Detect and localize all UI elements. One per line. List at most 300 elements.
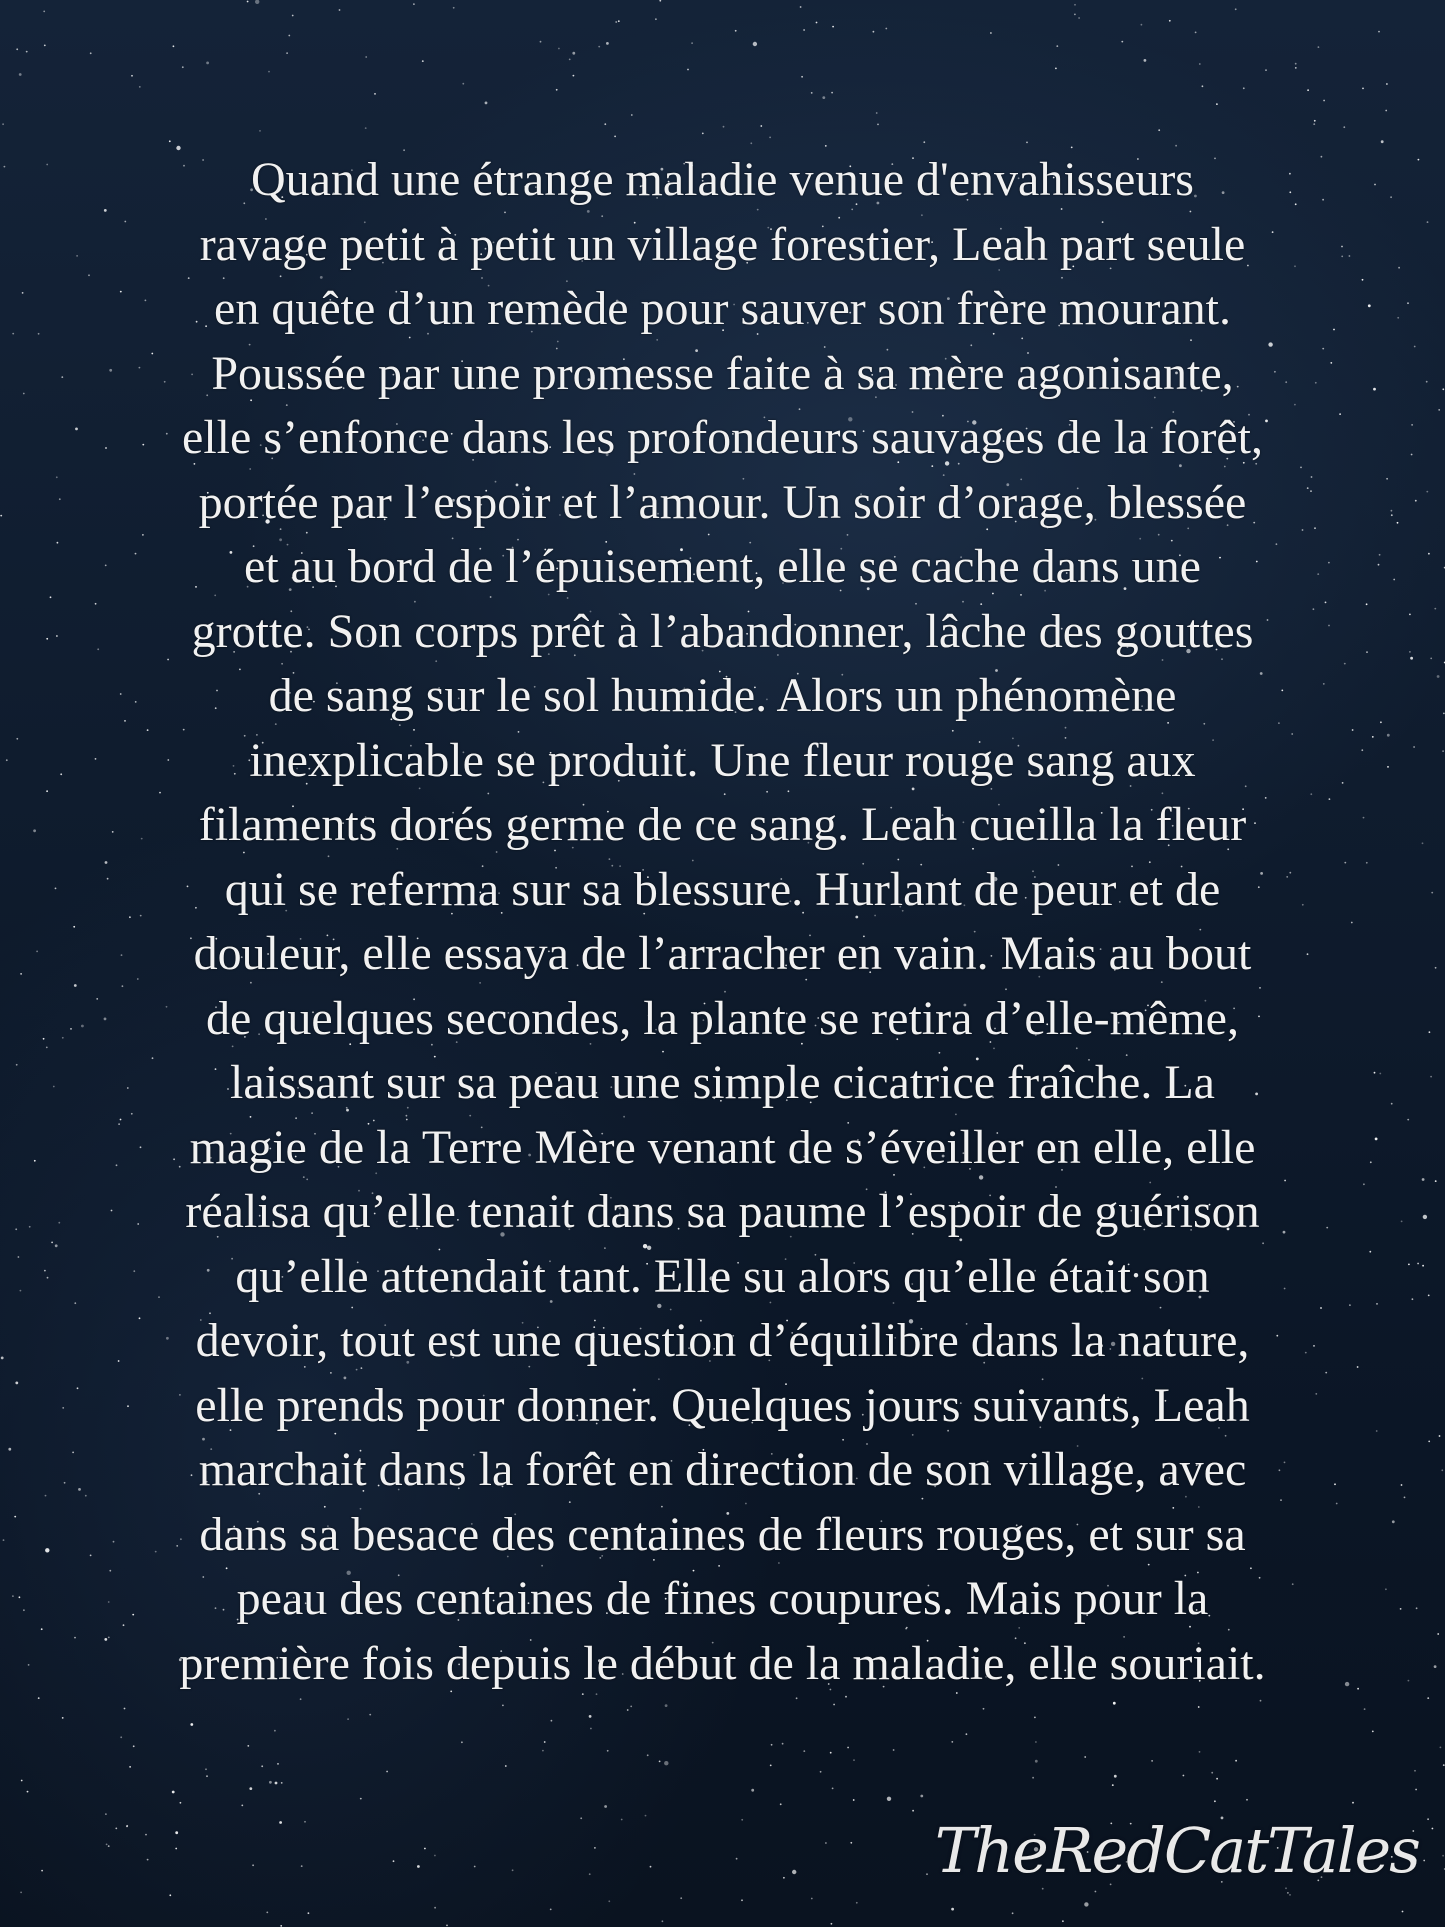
star [1428, 553, 1430, 555]
star [1121, 41, 1123, 43]
star [990, 32, 992, 34]
star [115, 1828, 117, 1830]
star [46, 164, 48, 166]
star [16, 48, 18, 50]
star [1411, 424, 1413, 426]
star [50, 596, 52, 598]
story-line: Quand une étrange maladie venue d'envahisseurs [251, 153, 1194, 206]
star [589, 1715, 592, 1718]
star [44, 45, 46, 47]
star [172, 1791, 175, 1794]
star [126, 1826, 128, 1828]
star [90, 52, 92, 54]
story-line: marchait dans la forêt en direction de son village, avec [198, 1443, 1247, 1496]
star [1243, 87, 1245, 89]
star [1084, 1756, 1086, 1758]
star [41, 1628, 43, 1630]
star [607, 1750, 609, 1752]
star [1434, 1665, 1437, 1668]
star [604, 123, 606, 125]
story-line: ravage petit à petit un village forestier, Leah part seule [199, 217, 1246, 271]
star [1402, 1911, 1404, 1913]
star [1397, 522, 1399, 524]
star [540, 41, 542, 43]
star [38, 1697, 40, 1699]
star [770, 1765, 772, 1767]
star [46, 790, 48, 792]
star [0, 515, 2, 517]
star [659, 0, 661, 2]
star [386, 1771, 388, 1773]
star [621, 1819, 623, 1821]
star [347, 1718, 349, 1720]
star [1151, 1760, 1153, 1762]
star [1435, 1180, 1437, 1182]
star [1422, 1265, 1424, 1267]
star [190, 1723, 193, 1726]
star [647, 1754, 649, 1756]
star [1441, 1469, 1443, 1471]
star [741, 1899, 743, 1901]
star [3, 1539, 5, 1541]
star [1289, 1894, 1291, 1896]
star [57, 542, 59, 544]
star [1202, 85, 1204, 87]
star [417, 1865, 420, 1868]
star [1074, 14, 1076, 16]
star [1427, 221, 1429, 223]
star [1414, 1770, 1416, 1772]
star [741, 1819, 743, 1821]
star [20, 1290, 22, 1292]
story-line: grotte. Son corps prêt à l’abandonner, lâche des gouttes [191, 604, 1254, 658]
star [1235, 8, 1237, 10]
star [422, 60, 424, 62]
star [803, 29, 805, 31]
star [598, 46, 600, 48]
star [22, 292, 24, 294]
star [120, 1736, 122, 1738]
star [1074, 4, 1076, 6]
star [589, 1873, 591, 1875]
star [1390, 196, 1392, 198]
star [614, 136, 616, 138]
star [268, 71, 270, 73]
story-line: qu’elle attendait tant. Elle su alors qu’elle était son [235, 1249, 1210, 1303]
star [145, 1834, 147, 1836]
star [369, 1714, 371, 1716]
star [43, 11, 45, 13]
star [14, 1516, 16, 1518]
star [1381, 140, 1384, 143]
star [1391, 1103, 1393, 1105]
star [147, 1859, 149, 1861]
star [1442, 388, 1444, 390]
star [279, 1821, 282, 1824]
star [34, 1160, 36, 1162]
star [43, 1038, 45, 1040]
star [1392, 1520, 1395, 1523]
star [360, 1798, 362, 1800]
star [1400, 1608, 1402, 1610]
star [1195, 32, 1197, 34]
star [551, 1720, 553, 1722]
star [1412, 1298, 1414, 1300]
star [29, 1226, 31, 1228]
star [44, 1270, 46, 1272]
star [1318, 46, 1320, 48]
star [46, 1047, 48, 1049]
star [1404, 1497, 1406, 1499]
star [512, 1869, 514, 1871]
star [26, 51, 28, 53]
star [853, 1759, 855, 1761]
star [46, 638, 48, 640]
star [1385, 110, 1387, 112]
star [1442, 1855, 1444, 1857]
star [1211, 1772, 1213, 1774]
story-line: filaments dorés germe de ce sang. Leah cueilla la fleur [198, 798, 1247, 851]
star [811, 92, 813, 94]
story-line: dans sa besace des centaines de fleurs rouges, et sur sa [199, 1507, 1246, 1561]
star [365, 127, 367, 129]
star [1, 1357, 4, 1360]
star [241, 1805, 243, 1807]
star [1415, 500, 1417, 502]
story-line: qui se referma sur sa blessure. Hurlant de peur et de [224, 862, 1221, 916]
star [1032, 1777, 1034, 1779]
star [55, 1244, 58, 1247]
star [16, 1064, 18, 1066]
star [169, 140, 171, 142]
star [736, 1858, 738, 1860]
star [505, 1765, 507, 1767]
story-line: et au bord de l’épuisement, elle se cache dans une [244, 540, 1201, 593]
star [6, 759, 8, 761]
star [21, 1780, 23, 1782]
star [618, 20, 620, 22]
star [831, 92, 833, 94]
star [1385, 1588, 1387, 1590]
story-line: première fois depuis le début de la maladie, elle souriait. [179, 1636, 1266, 1690]
star [274, 1730, 276, 1732]
star [1426, 491, 1428, 493]
star [877, 124, 879, 126]
star [1423, 1860, 1425, 1862]
star [558, 48, 560, 50]
story-line: portée par l’espoir et l’amour. Un soir d’orage, blessée [198, 475, 1247, 529]
star [169, 1894, 171, 1896]
star [569, 59, 571, 61]
star [45, 1548, 49, 1552]
star [300, 1698, 302, 1700]
star [12, 333, 14, 335]
star [308, 1912, 310, 1914]
star [124, 1708, 126, 1710]
star [182, 66, 184, 68]
star [885, 28, 887, 30]
star [650, 1866, 652, 1868]
star [1034, 1717, 1036, 1719]
star [1427, 1818, 1429, 1820]
star [923, 141, 925, 143]
star [1437, 675, 1440, 678]
star [1411, 454, 1413, 456]
star [573, 75, 575, 77]
star [8, 1448, 11, 1451]
star [1393, 579, 1395, 581]
star [542, 1750, 544, 1752]
star [1314, 120, 1316, 122]
star [594, 1847, 596, 1849]
star [1422, 1178, 1425, 1181]
star [41, 1870, 43, 1872]
story-line: elle s’enfonce dans les profondeurs sauvages de la forêt, [182, 411, 1263, 464]
star [833, 1704, 835, 1706]
star [173, 45, 175, 47]
star [893, 1749, 895, 1751]
star [1214, 1800, 1216, 1802]
star [255, 0, 259, 4]
star [502, 1705, 504, 1707]
star [1265, 69, 1267, 71]
star [106, 1844, 108, 1846]
star [1391, 514, 1393, 516]
star [19, 1596, 21, 1598]
star [1423, 1215, 1427, 1219]
star [1114, 1775, 1117, 1778]
star [286, 52, 288, 54]
star [1386, 83, 1388, 85]
story-line: en quête d’un remède pour sauver son frère mourant. [214, 282, 1231, 335]
star [446, 1925, 448, 1927]
star [876, 112, 878, 114]
star [847, 1747, 849, 1749]
star [1418, 159, 1420, 161]
star [301, 1865, 303, 1867]
star [662, 1920, 664, 1922]
star [1440, 1747, 1442, 1749]
star [822, 96, 825, 99]
star [800, 6, 802, 8]
star [665, 1704, 668, 1707]
star [15, 1382, 18, 1385]
star [485, 102, 488, 105]
star [1112, 1784, 1114, 1786]
star [434, 1855, 436, 1857]
star [1343, 126, 1345, 128]
star [23, 1609, 25, 1611]
star [792, 1870, 796, 1874]
star [966, 1733, 968, 1735]
star [580, 1817, 582, 1819]
star [292, 15, 294, 17]
story-line: peau des centaines de fines coupures. Mais pour la [236, 1572, 1209, 1625]
star [45, 1495, 47, 1497]
star [1422, 842, 1424, 844]
star [951, 1741, 953, 1743]
star [850, 1842, 852, 1844]
star [1012, 1912, 1014, 1914]
star [33, 829, 36, 832]
star [1183, 1775, 1185, 1777]
star [1313, 123, 1315, 125]
star [1246, 1799, 1248, 1801]
star [1295, 67, 1297, 69]
star [1198, 1706, 1200, 1708]
star [1113, 1702, 1116, 1705]
star [205, 1768, 207, 1770]
star [1323, 100, 1325, 102]
star [887, 1797, 891, 1801]
star [873, 31, 875, 33]
star [247, 1, 249, 3]
star [28, 1664, 30, 1666]
star [1417, 1263, 1419, 1265]
star [1401, 1484, 1403, 1486]
star [631, 114, 633, 116]
star [393, 1860, 395, 1862]
star [16, 738, 18, 740]
star [1169, 20, 1171, 22]
star [556, 89, 558, 91]
star [1407, 302, 1409, 304]
star [1216, 1778, 1218, 1780]
star [269, 1781, 272, 1784]
star [20, 1892, 22, 1894]
star [27, 1791, 29, 1793]
story-line: réalisa qu’elle tenait dans sa paume l’espoir de guérison [185, 1185, 1260, 1238]
star [664, 1761, 668, 1765]
star [1078, 17, 1080, 19]
star [723, 126, 725, 128]
star [1307, 89, 1309, 91]
star [434, 1907, 436, 1909]
star [811, 1898, 813, 1900]
star [1432, 1828, 1434, 1830]
star [1295, 63, 1297, 65]
star [1378, 31, 1380, 33]
star [1426, 381, 1428, 383]
star [550, 1909, 552, 1911]
star [1437, 1633, 1439, 1635]
star [281, 1782, 283, 1784]
star [1430, 1076, 1432, 1078]
star [339, 9, 341, 11]
star [139, 86, 141, 88]
star [680, 1897, 682, 1899]
star [129, 1766, 131, 1768]
star [1413, 746, 1415, 748]
star [453, 7, 455, 9]
star [771, 1744, 773, 1746]
star [760, 125, 762, 127]
star [1062, 1920, 1064, 1922]
star [1401, 1221, 1403, 1223]
star [1387, 766, 1389, 768]
star [288, 35, 290, 37]
star [1443, 1764, 1445, 1766]
story-line: de sang sur le sol humide. Alors un phénomène [268, 669, 1177, 722]
star [1434, 608, 1436, 610]
star [753, 42, 757, 46]
star [1428, 1295, 1430, 1297]
star [20, 973, 22, 975]
star [1430, 658, 1432, 660]
star [856, 1902, 858, 1904]
star [750, 142, 752, 144]
star [1095, 1891, 1097, 1893]
star [424, 1848, 426, 1850]
star [853, 1799, 855, 1801]
star [655, 18, 657, 20]
star [1260, 1700, 1262, 1702]
star [1141, 24, 1143, 26]
star [1199, 63, 1201, 65]
star [23, 393, 25, 395]
star [1386, 478, 1388, 480]
star [277, 1763, 279, 1765]
star [832, 26, 834, 28]
star [1287, 1892, 1289, 1894]
star [1026, 142, 1028, 144]
star [1398, 267, 1400, 269]
star [1439, 1435, 1441, 1437]
star [51, 1242, 53, 1244]
star [1431, 892, 1433, 894]
star [1144, 59, 1147, 62]
star [175, 1831, 178, 1834]
star [18, 1256, 20, 1258]
star [56, 476, 58, 478]
star [983, 1708, 985, 1710]
star [461, 1741, 463, 1743]
star [1352, 1802, 1354, 1804]
star [825, 145, 827, 147]
star [735, 30, 737, 32]
star [1410, 657, 1413, 660]
star [275, 1782, 278, 1785]
star [56, 635, 58, 637]
star [304, 1821, 306, 1823]
star [572, 52, 575, 55]
star [462, 83, 464, 85]
star [951, 1908, 954, 1911]
story-line: douleur, elle essaya de l’arracher en vain. Mais au bout [193, 927, 1252, 980]
star [1035, 1741, 1037, 1743]
star [687, 69, 689, 71]
star [249, 1787, 252, 1790]
star [1035, 1760, 1038, 1763]
star [780, 1803, 782, 1805]
star [1235, 1760, 1237, 1762]
star [12, 1595, 14, 1597]
star [259, 130, 261, 132]
star [1442, 750, 1444, 752]
star [606, 42, 609, 45]
star [627, 1709, 629, 1711]
star [830, 1752, 832, 1754]
star [175, 1848, 177, 1850]
star [206, 1775, 208, 1777]
star [1429, 1031, 1431, 1033]
star [920, 1795, 923, 1798]
star [782, 1743, 784, 1745]
star [1408, 1680, 1410, 1682]
star [1408, 1264, 1410, 1266]
story-line: Poussée par une promesse faite à sa mère agonisante, [211, 346, 1234, 400]
star [1415, 1789, 1417, 1791]
